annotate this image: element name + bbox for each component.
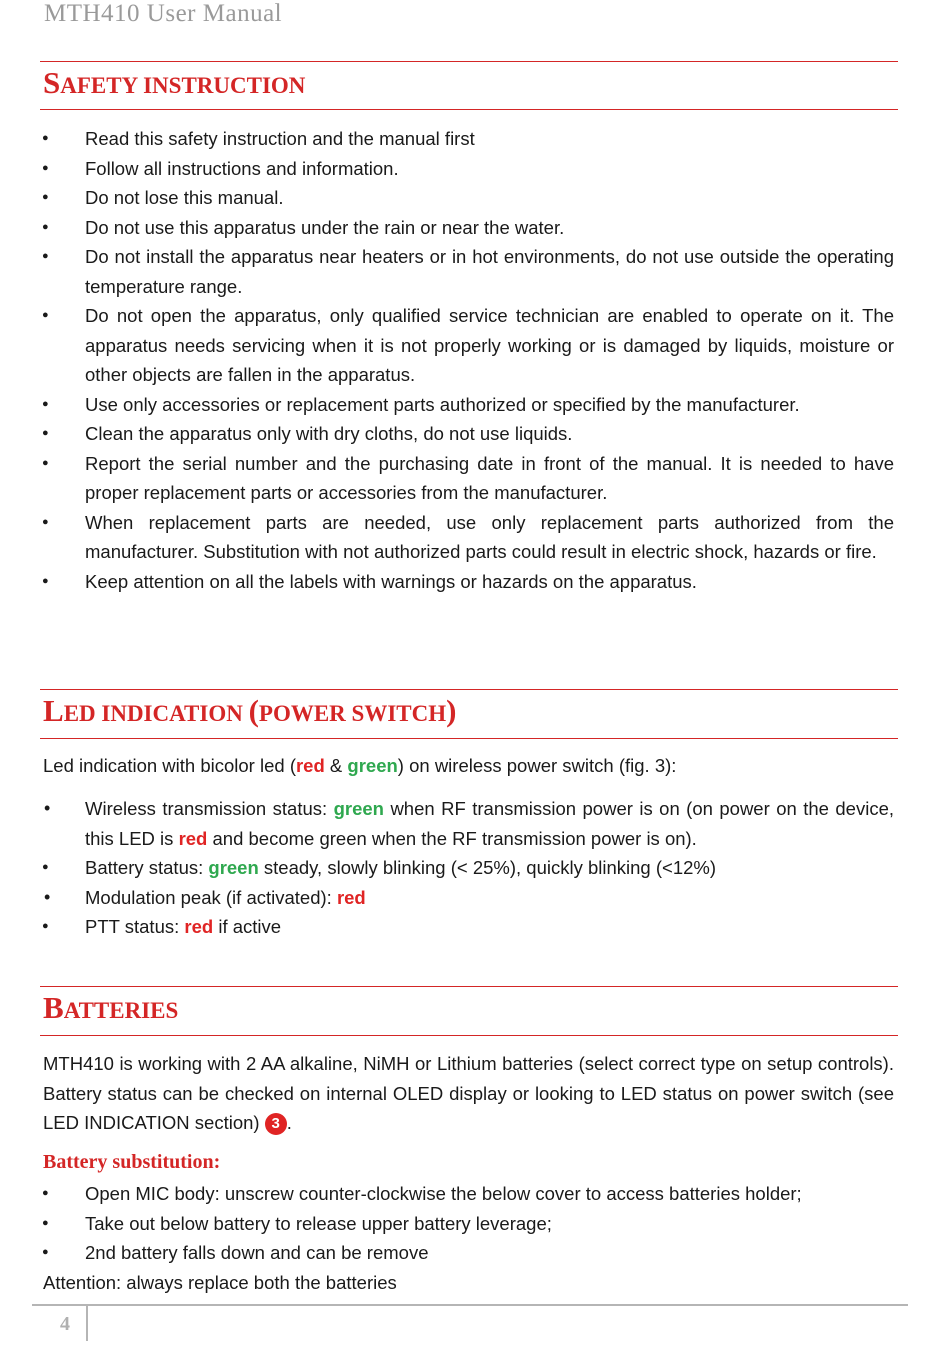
red-label: red — [295, 755, 325, 776]
safety-section-title: SAFETY INSTRUCTION — [43, 65, 306, 100]
battery-steps-list — [0, 1179, 950, 1268]
page-number: 4 — [60, 1313, 70, 1335]
list-item: • Modulation peak (if activated): red — [0, 883, 950, 913]
safety-list — [0, 124, 950, 596]
list-item: ● Do not install the apparatus near heaters or in hot environments, do not use outside the operating temperature range. — [0, 242, 950, 301]
list-item: ● Battery status: green steady, slowly blinking (< 25%), quickly blinking (<12%) — [0, 853, 950, 883]
section-bottom-rule — [40, 109, 898, 110]
list-item: ● Keep attention on all the labels with warnings or hazards on the apparatus. — [0, 567, 950, 597]
section-top-rule — [40, 61, 898, 62]
battery-substitution-title: Battery substitution: — [43, 1151, 221, 1173]
footer-divider — [86, 1306, 88, 1341]
running-header: MTH410 User Manual — [44, 0, 283, 27]
led-intro: Led indication with bicolor led (red & green) on wireless power switch (fig. 3): — [43, 755, 677, 776]
attention-note: Attention: always replace both the batteries — [43, 1272, 397, 1293]
list-item: ● Open MIC body: unscrew counter-clockwise the below cover to access batteries holder; — [0, 1179, 950, 1209]
list-item: ● Use only accessories or replacement parts authorized or specified by the manufacturer. — [0, 390, 950, 420]
list-item: ● Do not open the apparatus, only qualified service technician are enabled to operate on it. The apparatus needs servicing when it is not properly working or is damaged by liquids, moisture or other objects are fallen in the apparatus. — [0, 301, 950, 390]
green-label: green — [347, 755, 398, 776]
list-item: ● Report the serial number and the purchasing date in front of the manual. It is needed to have proper replacement parts or accessories from the manufacturer. — [0, 449, 950, 508]
list-item: ● Clean the apparatus only with dry cloths, do not use liquids. — [0, 419, 950, 449]
list-item: • Wireless transmission status: green when RF transmission power is on (on power on the device, this LED is red and become green when the RF transmission power is on). — [0, 794, 950, 853]
list-item: ● 2nd battery falls down and can be remove — [0, 1238, 950, 1268]
list-item: ● PTT status: red if active — [0, 912, 950, 942]
led-list — [0, 794, 950, 942]
list-item: ● Do not use this apparatus under the rain or near the water. — [0, 213, 950, 243]
section-top-rule — [40, 689, 898, 690]
section-bottom-rule — [40, 738, 898, 739]
list-item: ● Follow all instructions and information. — [0, 154, 950, 184]
list-item: ● Do not lose this manual. — [0, 183, 950, 213]
footer-rule — [32, 1304, 908, 1306]
section-top-rule — [40, 986, 898, 987]
list-item: ● Take out below battery to release upper battery leverage; — [0, 1209, 950, 1239]
batteries-intro: MTH410 is working with 2 AA alkaline, NiMH or Lithium batteries (select correct type on setup controls). Battery status can be checked on internal OLED display or looking to LED status on power switch (see LED INDICATION section) 3 . — [43, 1053, 894, 1133]
batteries-section-title: BATTERIES — [43, 990, 179, 1025]
figure-ref-badge: 3 — [265, 1113, 287, 1135]
list-item: ● Read this safety instruction and the manual first — [0, 124, 950, 154]
list-item: ● When replacement parts are needed, use only replacement parts authorized from the manufacturer. Substitution with not authorized parts could result in electric shock, hazards or fire. — [0, 508, 950, 567]
led-section-title: LED INDICATION (POWER SWITCH) — [43, 693, 457, 728]
section-bottom-rule — [40, 1035, 898, 1036]
